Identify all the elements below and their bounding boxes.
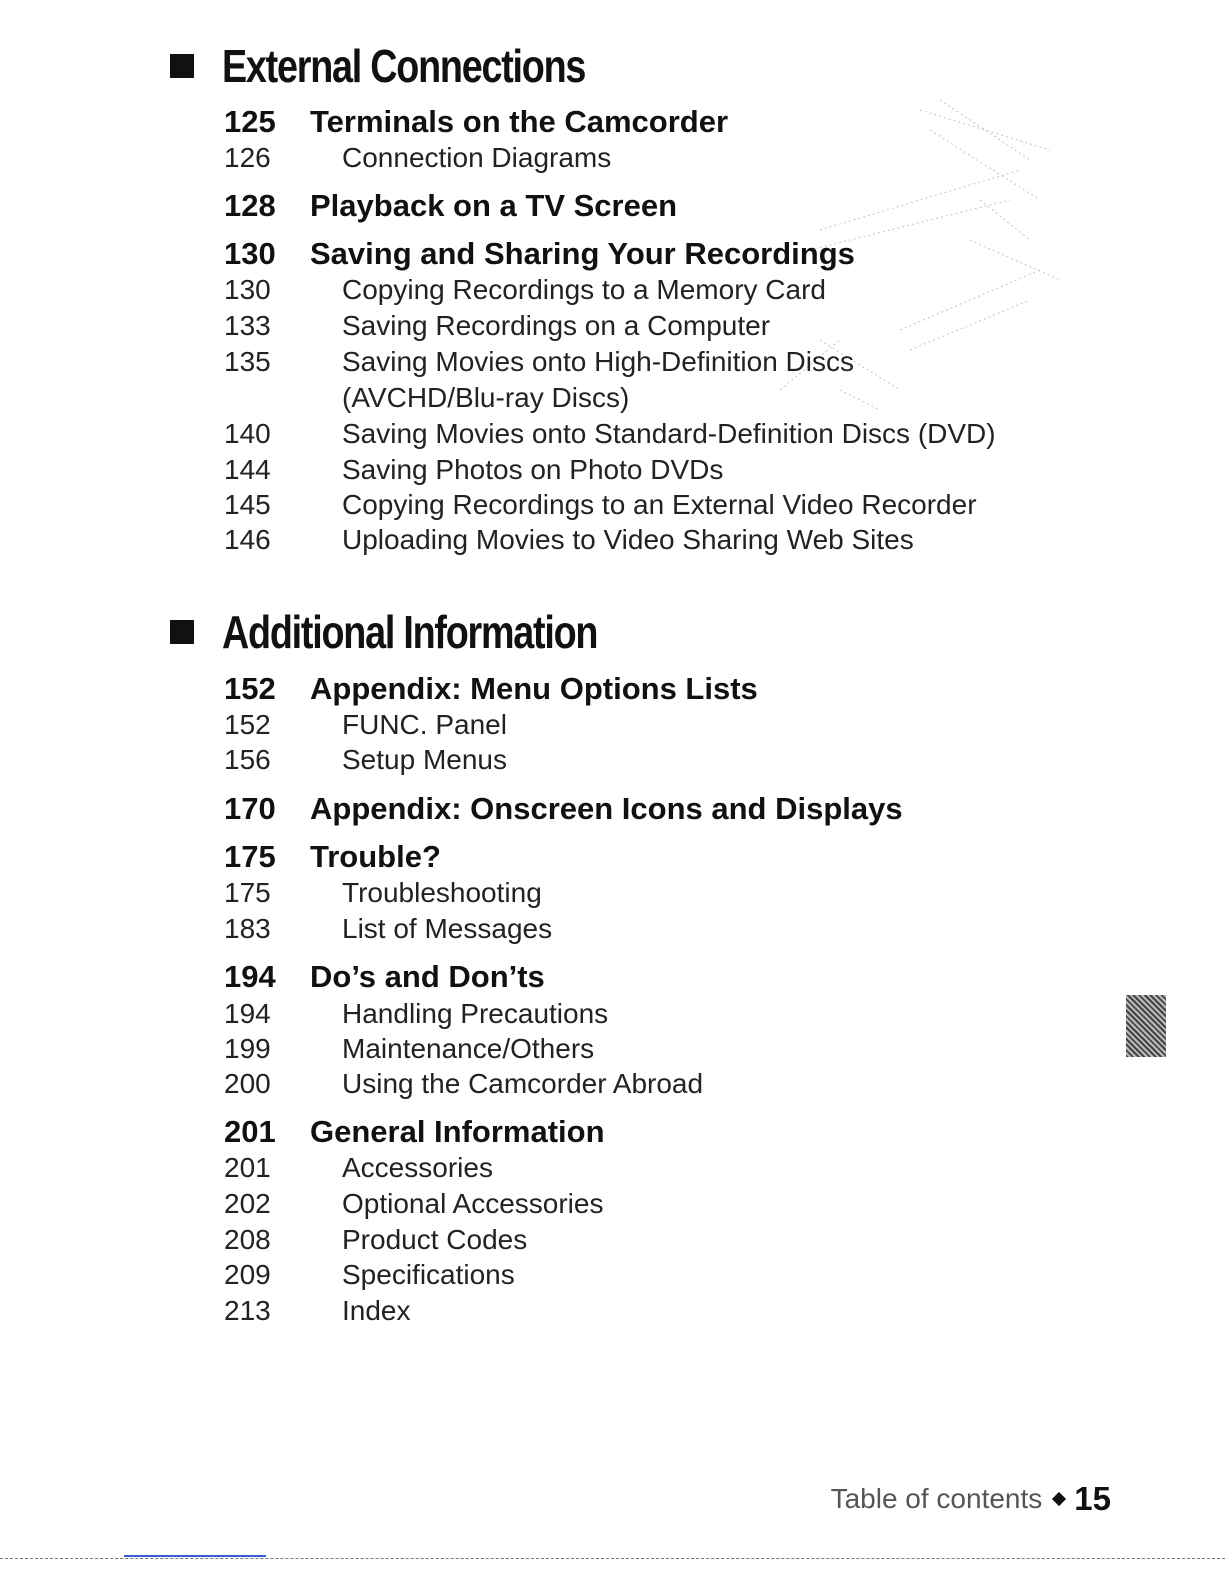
toc-entry-title: Connection Diagrams — [342, 142, 612, 173]
toc-page-number: 209 — [224, 1259, 271, 1290]
toc-page-number: 140 — [224, 418, 271, 449]
toc-page-number: 208 — [224, 1224, 271, 1255]
toc-entry-title: List of Messages — [342, 913, 553, 944]
toc-page-number: 201 — [224, 1114, 276, 1149]
toc-entry-title: General Information — [310, 1114, 605, 1149]
toc-page-number: 156 — [224, 744, 271, 775]
toc-page-number: 146 — [224, 524, 271, 555]
toc-page-number: 145 — [224, 489, 271, 520]
toc-page-number: 199 — [224, 1033, 271, 1064]
toc-entry-title: Using the Camcorder Abroad — [342, 1068, 704, 1099]
toc-page-number: 170 — [224, 791, 276, 826]
square-bullet-icon — [170, 620, 194, 644]
diamond-bullet-icon — [1052, 1492, 1066, 1506]
toc-page-number: 194 — [224, 959, 276, 994]
toc-entry-title: Index — [342, 1295, 411, 1326]
toc-page-number: 144 — [224, 454, 271, 485]
toc-page-number: 213 — [224, 1295, 271, 1326]
toc-page-number: 128 — [224, 188, 276, 223]
toc-page-number: 202 — [224, 1188, 271, 1219]
toc-entry-title: Maintenance/Others — [342, 1033, 595, 1064]
toc-page-number: 126 — [224, 142, 271, 173]
toc-entry-title: Saving Recordings on a Computer — [342, 310, 771, 341]
toc-entry-title: Saving Movies onto High-Definition Discs — [342, 346, 854, 377]
footer-label: Table of contents — [830, 1483, 1043, 1514]
toc-entry-title: Copying Recordings to a Memory Card — [342, 274, 826, 305]
section-title: Additional Information — [222, 606, 598, 658]
toc-entry-title: Saving Photos on Photo DVDs — [342, 454, 724, 485]
toc-entry-title: Do’s and Don’ts — [310, 959, 545, 994]
toc-entry-title: Setup Menus — [342, 744, 507, 775]
toc-page-number: 200 — [224, 1068, 271, 1099]
page-footer — [831, 1480, 1111, 1524]
toc-page-number: 130 — [224, 274, 271, 305]
toc-entry-title: Trouble? — [310, 839, 441, 874]
bottom-link-underline — [124, 1555, 266, 1557]
toc-entry-title: Accessories — [342, 1152, 493, 1183]
square-bullet-icon — [170, 54, 194, 78]
toc-entry-title: Appendix: Onscreen Icons and Displays — [310, 791, 903, 826]
toc-entry-title: FUNC. Panel — [342, 709, 507, 740]
toc-page-number: 175 — [224, 839, 276, 874]
toc-page-number: 201 — [224, 1152, 271, 1183]
toc-entry-title: Handling Precautions — [342, 998, 609, 1029]
toc-entry-title: Uploading Movies to Video Sharing Web Sites — [342, 524, 914, 555]
toc-page-number: 152 — [224, 709, 271, 740]
bottom-divider — [0, 1558, 1225, 1559]
toc-page-number: 130 — [224, 236, 276, 271]
section-title: External Connections — [222, 40, 586, 92]
toc-entry-title: Saving Movies onto Standard-Definition Discs (DVD) — [342, 418, 996, 449]
toc-page-number: 133 — [224, 310, 271, 341]
toc-entry-title: Specifications — [342, 1259, 515, 1290]
section-thumb-tab — [1126, 995, 1166, 1057]
page-number: 15 — [1074, 1480, 1111, 1517]
toc-page-number: 183 — [224, 913, 271, 944]
toc-entry-title: Copying Recordings to an External Video Recorder — [342, 489, 977, 520]
toc-entry-title: (AVCHD/Blu-ray Discs) — [342, 382, 630, 413]
toc-page-number: 175 — [224, 877, 271, 908]
toc-entry-title: Terminals on the Camcorder — [310, 104, 729, 139]
toc-entry-title: Troubleshooting — [342, 877, 542, 908]
toc-page-number: 125 — [224, 104, 276, 139]
toc-page-number: 152 — [224, 671, 276, 706]
toc-entry-title: Appendix: Menu Options Lists — [310, 671, 758, 706]
toc-entry-title: Saving and Sharing Your Recordings — [310, 236, 855, 271]
toc-entry-title: Playback on a TV Screen — [310, 188, 678, 223]
toc-entry-title: Product Codes — [342, 1224, 528, 1255]
toc-page-number: 194 — [224, 998, 271, 1029]
toc-entry-title: Optional Accessories — [342, 1188, 604, 1219]
toc-page-number: 135 — [224, 346, 271, 377]
